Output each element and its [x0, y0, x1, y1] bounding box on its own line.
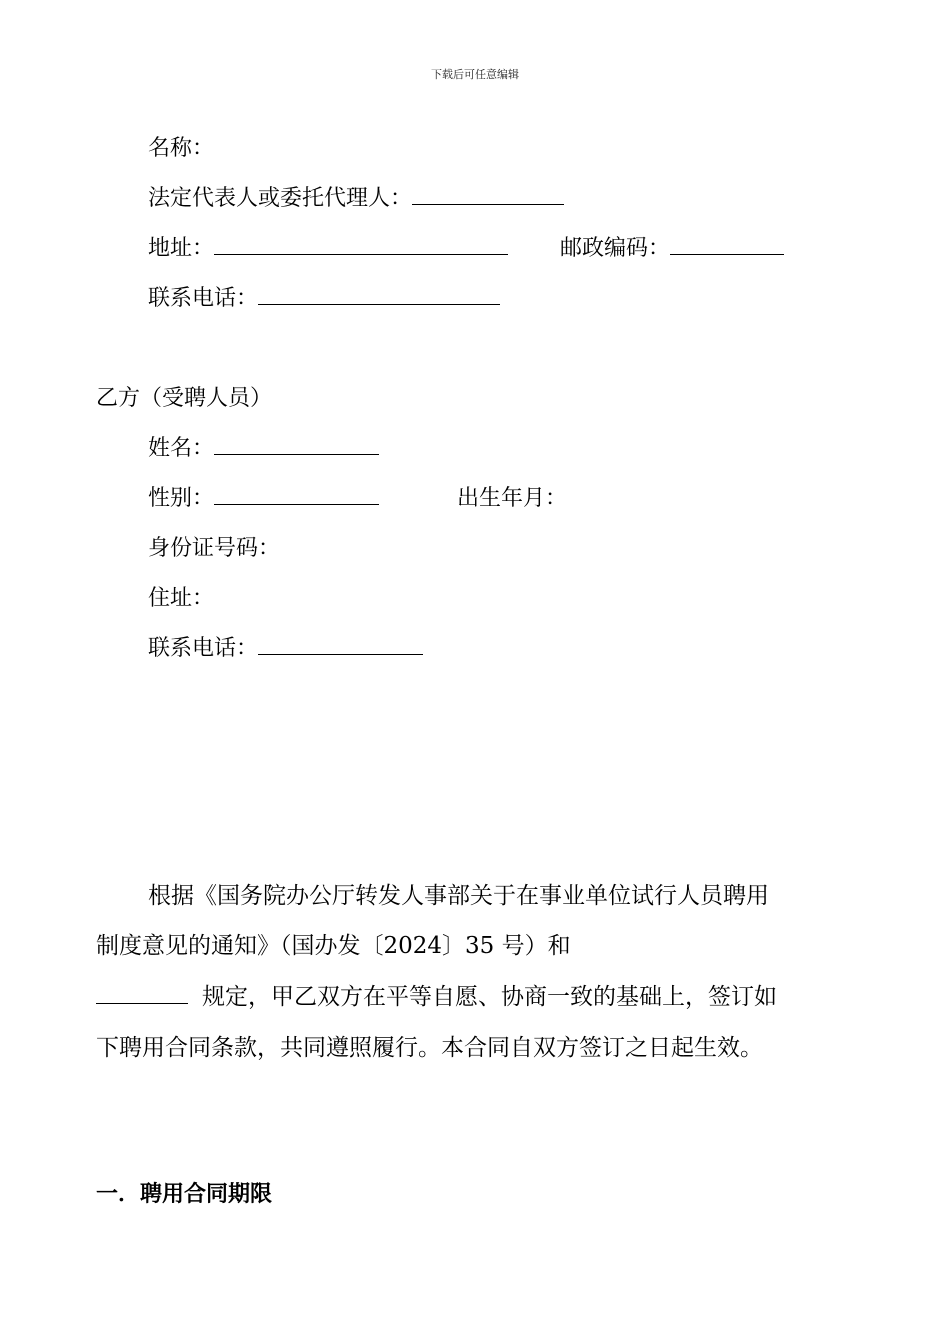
intro-line-3-row	[96, 981, 777, 1013]
party-b-phone-blank[interactable]	[258, 634, 423, 655]
intro-line-2: 制度意见的通知》（国办发〔2024〕35 号）和	[96, 933, 571, 959]
party-b-id-row	[148, 533, 280, 565]
party-b-birth-label: 出生年月：	[457, 486, 568, 511]
party-b-phone-row	[148, 633, 423, 665]
party-b-phone-label: 联系电话：	[148, 636, 259, 661]
party-b-name-blank[interactable]	[214, 434, 379, 455]
party-a-rep-blank[interactable]	[412, 184, 564, 205]
section-1-title: 一．聘用合同期限	[96, 1182, 273, 1207]
party-a-postcode-label: 邮政编码：	[560, 236, 671, 261]
party-a-rep-row	[148, 183, 564, 215]
party-b-residence-label: 住址：	[148, 586, 215, 611]
party-b-gender-row	[148, 483, 567, 515]
party-a-postcode-blank[interactable]	[670, 234, 784, 255]
party-b-name-label: 姓名：	[148, 436, 215, 461]
party-b-name-row	[148, 433, 379, 465]
intro-regulation-blank[interactable]	[96, 981, 188, 1004]
party-a-rep-label: 法定代表人或委托代理人：	[148, 186, 413, 211]
intro-line-4: 下聘用合同条款，共同遵照履行。本合同自双方签订之日起生效。	[96, 1035, 763, 1061]
party-b-id-label: 身份证号码：	[148, 536, 281, 561]
party-a-name-label: 名称：	[148, 136, 215, 161]
party-a-phone-row	[148, 283, 500, 315]
page-header-note: 下载后可任意编辑	[431, 68, 519, 81]
party-a-phone-label: 联系电话：	[148, 286, 259, 311]
party-b-title: 乙方（受聘人员）	[96, 386, 273, 411]
intro-line-3: 规定，甲乙双方在平等自愿、协商一致的基础上，签订如	[202, 984, 777, 1010]
party-a-address-row	[148, 233, 784, 265]
intro-line-1: 根据《国务院办公厅转发人事部关于在事业单位试行人员聘用	[148, 883, 769, 909]
party-a-address-label: 地址：	[148, 236, 215, 261]
party-b-gender-blank[interactable]	[214, 484, 379, 505]
party-a-phone-blank[interactable]	[258, 284, 500, 305]
party-a-name-row	[148, 133, 214, 165]
party-a-address-blank[interactable]	[214, 234, 508, 255]
party-b-residence-row	[148, 583, 214, 615]
party-b-gender-label: 性别：	[148, 486, 215, 511]
